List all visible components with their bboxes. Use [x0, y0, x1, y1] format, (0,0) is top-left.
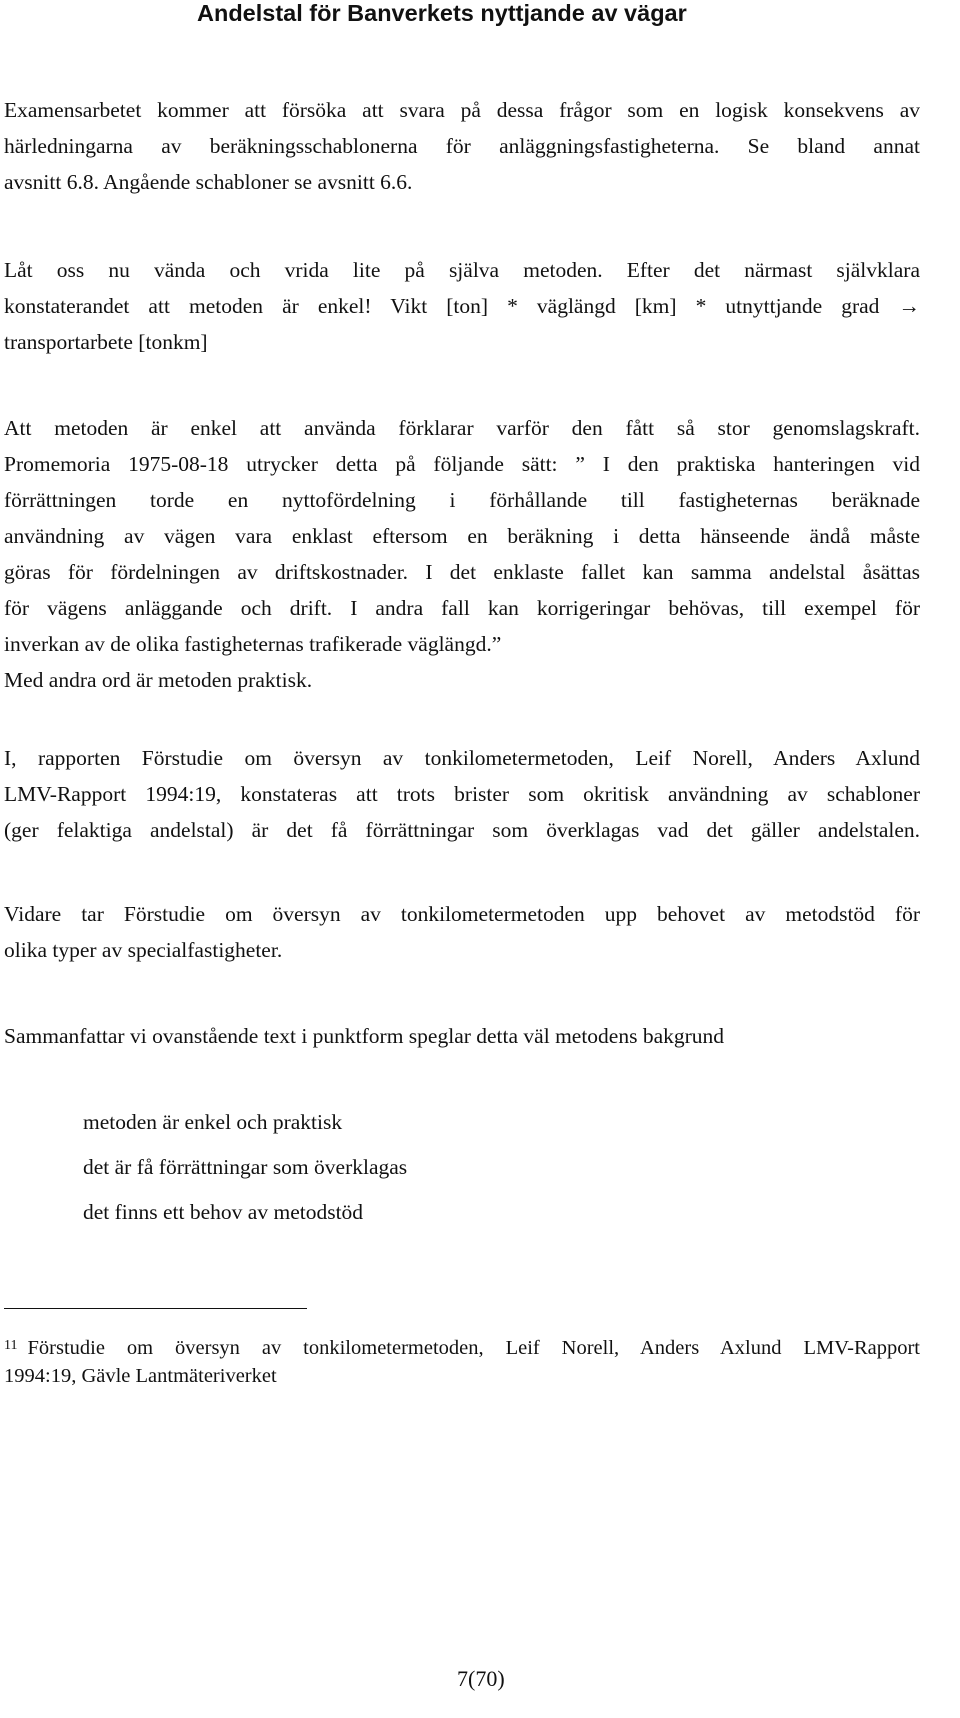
paragraph-intro — [4, 92, 920, 200]
footnote-line: 1994:19, Gävle Lantmäteriverket — [4, 1365, 277, 1387]
text-line: olika typer av specialfastigheter. — [4, 938, 283, 962]
text-line: Vidare tar Förstudie om översyn av tonkilometermetoden upp behovet av metodstöd för — [4, 902, 920, 926]
text-line: avsnitt 6.8. Angående schabloner se avsnitt 6.6. — [4, 170, 413, 194]
text-line: inverkan av de olika fastigheternas trafikerade väglängd.” — [4, 632, 502, 656]
text-line: I, rapporten Förstudie om översyn av tonkilometermetoden, Leif Norell, Anders Axlund — [4, 746, 920, 770]
text-line: Att metoden är enkel att använda förklarar varför den fått så stor genomslagskraft. — [4, 416, 920, 440]
paragraph-method — [4, 252, 920, 360]
paragraph-rapport — [4, 740, 920, 848]
paragraph-metodstod — [4, 896, 920, 968]
text-line: för vägens anläggande och drift. I andra fall kan korrigeringar behövas, till exempel för — [4, 596, 920, 620]
text-line: Examensarbetet kommer att försöka att svara på dessa frågor som en logisk konsekvens av — [4, 98, 920, 122]
footnote-line — [4, 1332, 920, 1362]
page-number: 7(70) — [457, 1666, 505, 1691]
footnote-separator — [4, 1308, 307, 1309]
footnote — [4, 1332, 920, 1390]
text-line: härledningarna av beräkningsschablonerna för anläggningsfastigheterna. Se bland annat — [4, 134, 920, 158]
text-line: (ger felaktiga andelstal) är det få förrättningar som överklagas vad det gäller andelstalen. — [4, 818, 920, 842]
text-line: konstaterandet att metoden är enkel! Vikt [ton] * väglängd [km] * utnyttjande grad → — [4, 294, 920, 318]
text-line: förrättningen torde en nyttofördelning i förhållande till fastigheternas beräknade — [4, 488, 920, 512]
text-line: göras för fördelningen av driftskostnader. I det enklaste fallet kan samma andelstal åsättas — [4, 560, 920, 584]
footnote-text: Förstudie om översyn av tonkilometermetoden, Leif Norell, Anders Axlund LMV-Rapport — [27, 1337, 920, 1359]
text-line: Med andra ord är metoden praktisk. — [4, 668, 313, 692]
paragraph-promemoria — [4, 410, 920, 698]
text-line: användning av vägen vara enklast eftersom en beräkning i detta hänseende ändå måste — [4, 524, 920, 548]
summary-point: metoden är enkel och praktisk — [83, 1110, 343, 1134]
text-line: transportarbete [tonkm] — [4, 330, 208, 354]
summary-point: det finns ett behov av metodstöd — [83, 1200, 364, 1224]
text-line: LMV-Rapport 1994:19, konstateras att trots brister som okritisk användning av schabloner — [4, 782, 920, 806]
page-header-title: Andelstal för Banverkets nyttjande av vägar — [197, 0, 687, 26]
text-line: Låt oss nu vända och vrida lite på själva metoden. Efter det närmast självklara — [4, 258, 920, 282]
summary-point: det är få förrättningar som överklagas — [83, 1155, 408, 1179]
paragraph-summary — [4, 1018, 920, 1054]
text-line: Sammanfattar vi ovanstående text i punktform speglar detta väl metodens bakgrund — [4, 1024, 725, 1048]
footnote-number: 11 — [4, 1338, 18, 1353]
text-line: Promemoria 1975-08-18 utrycker detta på följande sätt: ” I den praktiska hanteringen vid — [4, 452, 920, 476]
